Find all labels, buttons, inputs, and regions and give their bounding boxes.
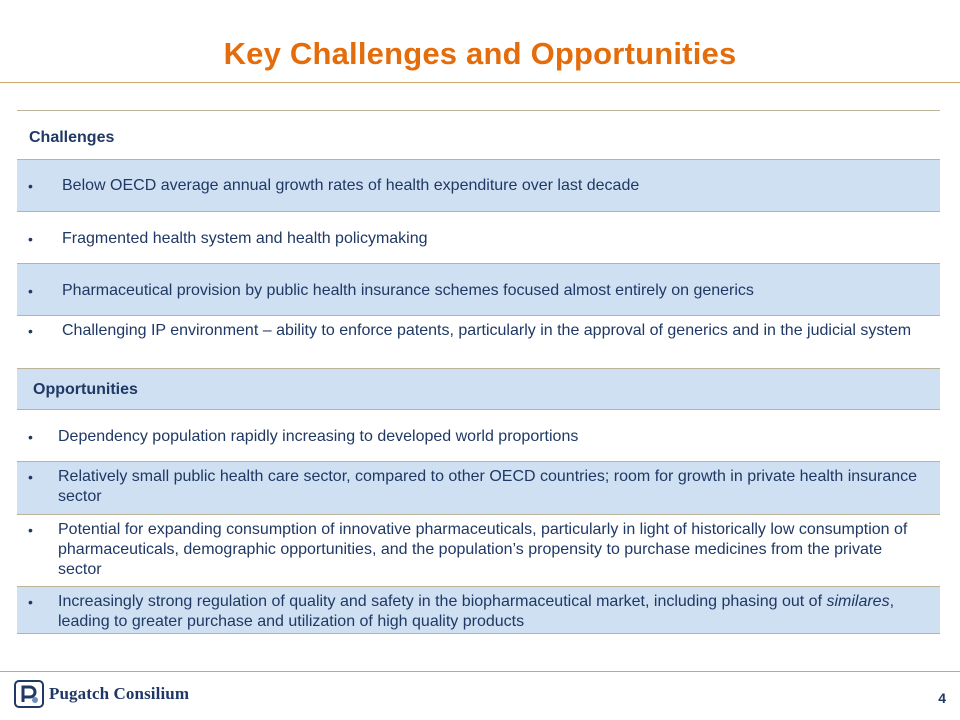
- footer-divider: [0, 671, 960, 672]
- challenges-heading: Challenges: [29, 129, 115, 146]
- opportunity-row: [17, 514, 940, 586]
- logo-text: Pugatch Consilium: [49, 684, 190, 703]
- company-logo: [14, 680, 189, 708]
- opportunity-text: Dependency population rapidly increasing to developed world proportions: [58, 428, 579, 445]
- challenge-row: [17, 211, 940, 263]
- challenge-row: [17, 159, 940, 211]
- bullet: •: [28, 283, 33, 299]
- bullet: •: [28, 522, 33, 538]
- challenge-text: Fragmented health system and health policymaking: [62, 230, 428, 247]
- bullet: •: [28, 469, 33, 485]
- challenge-row: [17, 263, 940, 315]
- opportunity-row: [17, 409, 940, 461]
- logo-mark-icon: [14, 680, 44, 708]
- challenge-row: [17, 315, 940, 368]
- opportunity-text: [58, 592, 928, 632]
- bullet: •: [28, 323, 33, 339]
- challenge-text: Pharmaceutical provision by public health insurance schemes focused almost entirely on generics: [62, 282, 754, 299]
- challenge-text: Challenging IP environment – ability to enforce patents, particularly in the approval of generics and in the judicial system: [62, 322, 912, 339]
- opportunity-row: [17, 461, 940, 514]
- opportunity-row: [17, 586, 940, 634]
- challenge-text: Below OECD average annual growth rates of health expenditure over last decade: [62, 177, 640, 194]
- opportunity-text-emphasis: similares: [826, 593, 890, 610]
- bullet: •: [28, 594, 33, 610]
- title-divider: [0, 82, 960, 83]
- opportunity-text: Relatively small public health care sector, compared to other OECD countries; room for growth in private health insurance sector: [58, 468, 918, 505]
- opportunity-text: Potential for expanding consumption of innovative pharmaceuticals, particularly in light of historically low consumption of pharmaceuticals, demographic opportunities, and the population’s propensity to purchase medicines from the private sector: [58, 521, 908, 578]
- opportunities-header-row: [17, 368, 940, 409]
- challenges-header-row: [17, 110, 940, 159]
- bullet: •: [28, 429, 33, 445]
- opportunity-text-part: , leading to greater purchase and utilization of high quality products: [58, 593, 895, 630]
- bullet: •: [28, 178, 33, 194]
- opportunity-text-part: Increasingly strong regulation of quality and safety in the biopharmaceutical market, including phasing out of: [58, 593, 827, 610]
- opportunities-heading: Opportunities: [33, 381, 138, 398]
- bullet: •: [28, 231, 33, 247]
- slide-title: Key Challenges and Opportunities: [223, 36, 737, 71]
- page-number: 4: [938, 690, 946, 706]
